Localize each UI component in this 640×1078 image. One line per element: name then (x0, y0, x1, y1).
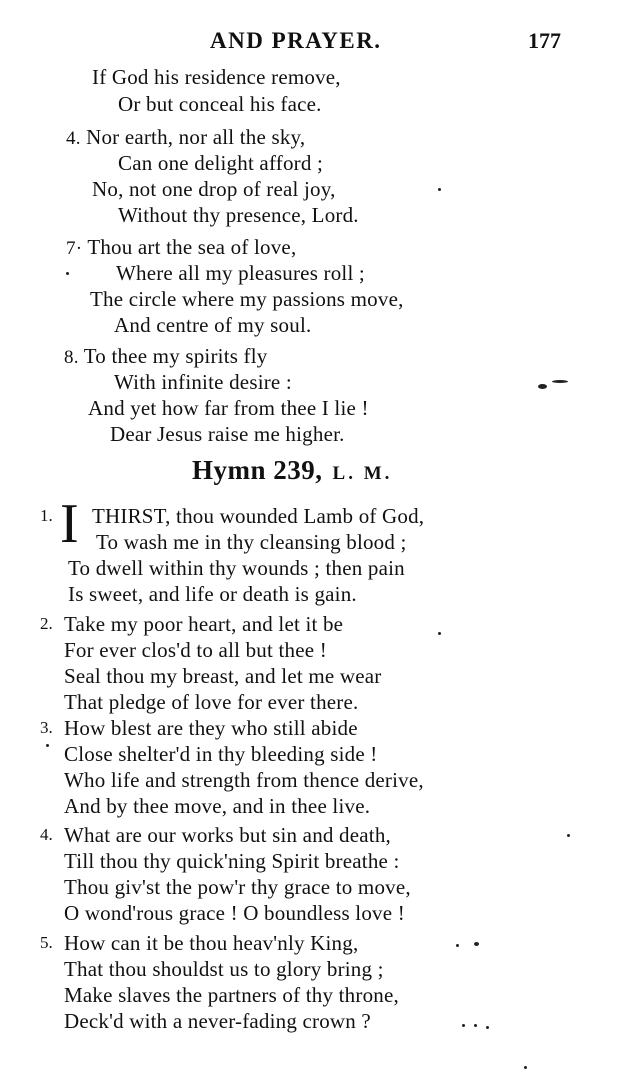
ink-speck (486, 1026, 489, 1029)
ink-speck (462, 1024, 465, 1027)
verse-line: How blest are they who still abide (64, 716, 358, 740)
ink-speck (474, 942, 479, 946)
verse-line: To thee my spirits fly (83, 344, 268, 368)
verse-line: And yet how far from thee I lie ! (88, 396, 369, 420)
ink-speck (538, 384, 547, 389)
running-title: AND PRAYER. (210, 28, 382, 53)
verse-line: Thou art the sea of love, (87, 235, 297, 259)
verse-line: Can one delight afford ; (118, 151, 324, 175)
running-head (0, 28, 640, 58)
verse-line: O wond'rous grace ! O boundless love ! (64, 901, 405, 925)
hymn-meter: L. M. (332, 463, 393, 484)
hymn-title (192, 455, 392, 486)
verse-line: To wash me in thy cleansing blood ; (96, 530, 407, 554)
verse-line: THIRST, thou wounded Lamb of God, (92, 504, 425, 528)
ink-speck (66, 272, 69, 275)
ink-speck (456, 944, 459, 947)
verse-line: No, not one drop of real joy, (92, 177, 336, 201)
verse-line: That pledge of love for ever there. (64, 690, 359, 714)
stanza-number: 5. (40, 933, 53, 952)
verse-line: Till thou thy quick'ning Spirit breathe : (64, 849, 400, 873)
verse-line: For ever clos'd to all but thee ! (64, 638, 327, 662)
verse-line: Nor earth, nor all the sky, (86, 125, 306, 149)
ink-speck (474, 1024, 477, 1027)
verse-line: Deck'd with a never-fading crown ? (64, 1009, 371, 1033)
verse-line: Or but conceal his face. (118, 92, 322, 116)
ink-speck (438, 632, 441, 635)
verse-line: That thou shouldst us to glory bring ; (64, 957, 384, 981)
ink-speck (552, 380, 568, 383)
verse-line: Without thy presence, Lord. (118, 203, 359, 227)
verse-line: Who life and strength from thence derive, (64, 768, 424, 792)
ink-speck (567, 834, 570, 837)
drop-cap: I (60, 493, 79, 555)
stanza-number: 1. (40, 506, 53, 525)
verse-line: Dear Jesus raise me higher. (110, 422, 345, 446)
stanza-number: 3. (40, 718, 53, 737)
verse-line: What are our works but sin and death, (64, 823, 391, 847)
stanza-number: 7· (66, 238, 83, 259)
verse-line: With infinite desire : (114, 370, 292, 394)
verse-line: How can it be thou heav'nly King, (64, 931, 359, 955)
verse-line: And centre of my soul. (114, 313, 312, 337)
stanza-number: 4. (66, 128, 81, 149)
ink-speck (524, 1066, 527, 1069)
stanza-first-line (66, 234, 296, 262)
verse-line: And by thee move, and in thee live. (64, 794, 371, 818)
verse-line: Thou giv'st the pow'r thy grace to move, (64, 875, 411, 899)
ink-speck (46, 744, 49, 747)
verse-line: Where all my pleasures roll ; (116, 261, 365, 285)
verse-line: Seal thou my breast, and let me wear (64, 664, 382, 688)
verse-line: To dwell within thy wounds ; then pain (68, 556, 405, 580)
hymn-number: Hymn 239, (192, 455, 323, 485)
stanza-number: 4. (40, 825, 53, 844)
verse-line: If God his residence remove, (92, 65, 341, 89)
verse-line: Take my poor heart, and let it be (64, 612, 344, 636)
page-number: 177 (528, 28, 561, 53)
verse-line: The circle where my passions move, (90, 287, 404, 311)
stanza-first-line (64, 343, 267, 371)
verse-line: Make slaves the partners of thy throne, (64, 983, 399, 1007)
stanza-first-line (66, 124, 305, 152)
verse-line: Close shelter'd in thy bleeding side ! (64, 742, 378, 766)
verse-line: Is sweet, and life or death is gain. (68, 582, 357, 606)
stanza-number: 2. (40, 614, 53, 633)
ink-speck (438, 188, 441, 191)
stanza-number: 8. (64, 347, 79, 368)
